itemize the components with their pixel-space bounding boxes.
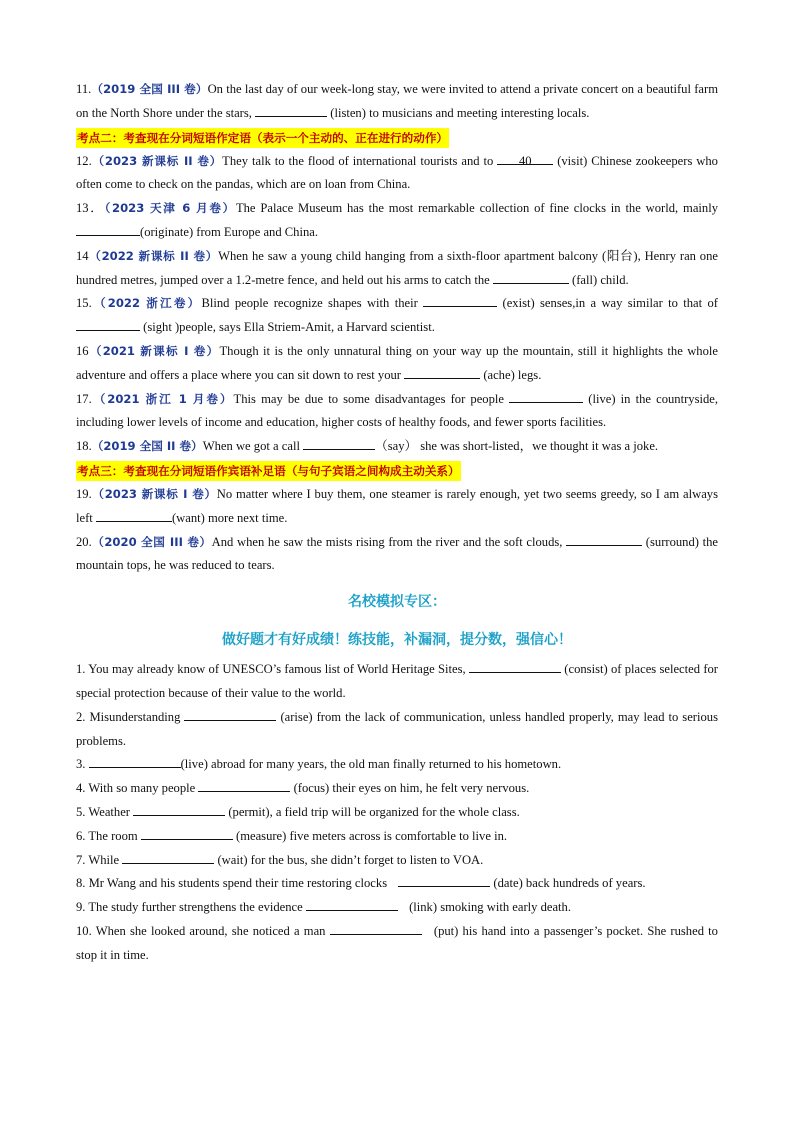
question-hint: (date) back hundreds of years.: [493, 876, 646, 891]
question-hint: (exist) senses,in a way similar to that of: [502, 296, 718, 311]
source-tag: （2021 新课标 I 卷）: [88, 343, 220, 358]
source-tag: （2022 新课标 II 卷）: [88, 248, 219, 263]
question-20: [76, 531, 718, 579]
answer-blank[interactable]: [423, 292, 497, 307]
source-tag: （2023 新课标 I 卷）: [91, 486, 217, 501]
question-text: And when he saw the mists rising from the river and the soft clouds,: [211, 534, 563, 549]
question-number: 20.: [76, 534, 92, 549]
answer-blank[interactable]: [184, 706, 276, 721]
answer-blank[interactable]: [122, 849, 214, 864]
question-hint: (listen) to musicians and meeting interesting locals.: [330, 105, 590, 120]
question-hint: (link) smoking with early death.: [409, 900, 571, 915]
answer-blank[interactable]: [469, 658, 561, 673]
question-hint: (ache) legs.: [483, 367, 542, 382]
answer-blank[interactable]: 40: [497, 150, 553, 165]
answer-blank[interactable]: [89, 753, 181, 768]
question-number: 19.: [76, 486, 92, 501]
question-text: 9. The study further strengthens the evidence: [76, 900, 303, 915]
question-16: [76, 340, 718, 388]
question-text: 8. Mr Wang and his students spend their time restoring clocks: [76, 876, 388, 891]
sim-question-6: [76, 825, 718, 849]
sim-question-10: [76, 920, 718, 968]
question-number: 17.: [76, 391, 92, 406]
question-text: 4. With so many people: [76, 781, 196, 796]
answer-blank[interactable]: [509, 388, 583, 403]
question-hint: (wait) for the bus, she didn’t forget to listen to VOA.: [217, 852, 484, 867]
question-text: 2. Misunderstanding: [76, 709, 181, 724]
question-15: [76, 292, 718, 340]
sim-question-5: [76, 801, 718, 825]
section-title: 名校模拟专区：: [348, 594, 446, 611]
question-number: 12.: [76, 153, 92, 168]
sim-question-3: [76, 753, 718, 777]
question-number: 11.: [76, 82, 92, 96]
question-hint: (live) in the countryside, including lower levels of income and education, higher costs of healthy foods, and fewer sports facilities.: [76, 391, 719, 430]
answer-blank[interactable]: [198, 777, 290, 792]
question-text: 7. While: [76, 852, 120, 867]
question-text: On the last day of our week-long stay, we were invited to attend a private concert on a beautiful farm on the North Shore under the stars,: [76, 82, 718, 120]
section-heading-3: 考点三：考查现在分词短语作宾语补足语（与句子宾语之间构成主动关系）: [76, 461, 461, 481]
sim-question-1: [76, 658, 718, 706]
question-hint: （say） she was short-listed，we thought it was a joke.: [375, 439, 659, 454]
source-tag: （2023 新课标 II 卷）: [91, 153, 223, 168]
sim-question-4: [76, 777, 718, 801]
source-tag: （2021 浙江 1 月卷）: [91, 391, 234, 406]
answer-blank[interactable]: [96, 507, 172, 522]
question-17: [76, 388, 718, 436]
question-text: 1. You may already know of UNESCO’s famous list of World Heritage Sites,: [76, 662, 466, 677]
answer-blank[interactable]: [76, 221, 140, 236]
section-heading-2: 考点二：考查现在分词短语作定语（表示一个主动的、正在进行的动作）: [76, 128, 449, 148]
answer-blank[interactable]: [566, 531, 642, 546]
source-tag: （2019 全国 II 卷）: [91, 439, 203, 454]
question-18: [76, 435, 718, 459]
question-text: The Palace Museum has the most remarkable collection of fine clocks in the world, mainly: [235, 201, 718, 216]
answer-blank[interactable]: [76, 316, 140, 331]
question-14: [76, 245, 718, 293]
sim-question-7: [76, 849, 718, 873]
question-hint: (live) abroad for many years, the old man finally returned to his hometown.: [180, 757, 562, 772]
sim-question-2: [76, 706, 718, 754]
sim-question-9: [76, 896, 718, 920]
question-11: [76, 78, 718, 126]
source-tag: （2019 全国 III 卷）: [91, 82, 208, 96]
answer-blank[interactable]: [141, 825, 233, 840]
source-tag: （2020 全国 III 卷）: [91, 534, 212, 549]
question-text: They talk to the flood of international tourists and to: [222, 153, 494, 168]
question-text: Though it is the only unnatural thing on your way up the mountain, still it highlights the whole adventure and offers a place where you can sit down to rest your: [76, 343, 718, 382]
question-hint: (put) his hand into a passenger’s pocket. She rushed to stop it in time.: [76, 923, 718, 962]
source-tag: （2023 天津 6 月卷）: [104, 201, 236, 216]
question-hint: (arise) from the lack of communication, unless handled properly, may lead to serious problems.: [76, 709, 718, 748]
question-text: No matter where I buy them, one steamer is rarely enough, yet two seems greedy, so I am always left: [76, 486, 718, 525]
question-hint: (focus) their eyes on him, he felt very nervous.: [293, 781, 530, 796]
answer-blank[interactable]: [306, 896, 398, 911]
answer-blank[interactable]: [255, 102, 327, 117]
document-page: [76, 78, 718, 968]
question-hint: (want) more next time.: [171, 510, 288, 525]
question-text: 5. Weather: [76, 804, 131, 819]
question-hint: (originate) from Europe and China.: [140, 224, 319, 239]
sim-question-8: [76, 872, 718, 896]
question-number: 15.: [76, 296, 92, 311]
question-number: 16: [76, 343, 89, 358]
question-hint: (sight )people, says Ella Striem-Amit, a Harvard scientist.: [143, 320, 435, 335]
question-number: 18.: [76, 439, 92, 454]
question-text: 10. When she looked around, she noticed a man: [76, 923, 326, 938]
question-text: Blind people recognize shapes with their: [201, 296, 418, 311]
answer-blank[interactable]: [398, 872, 490, 887]
question-text: When he saw a young child hanging from a sixth-floor apartment balcony (阳台), Henry ran one hundred metres, jumped over a 1.2-metre fence, and held out his arms to catch the: [76, 248, 718, 287]
answer-blank[interactable]: [404, 364, 480, 379]
question-12: [76, 150, 718, 198]
question-hint: (permit), a field trip will be organized for the whole class.: [228, 804, 520, 819]
question-text: 6. The room: [76, 828, 138, 843]
question-hint: (surround) the mountain tops, he was reduced to tears.: [76, 534, 719, 573]
question-13: [76, 197, 718, 245]
answer-blank[interactable]: [303, 435, 375, 450]
question-text: This may be due to some disadvantages for people: [233, 391, 504, 406]
answer-blank[interactable]: [133, 801, 225, 816]
question-hint: (visit) Chinese zookeepers who often come to check on the pandas, which are on loan from China.: [76, 153, 718, 192]
question-hint: (consist) of places selected for special protection because of their value to the world.: [76, 662, 718, 700]
question-number: 14: [76, 248, 89, 263]
source-tag: （2022 浙江卷）: [91, 296, 202, 311]
answer-blank[interactable]: [493, 269, 569, 284]
question-number: 13．: [76, 201, 105, 216]
answer-blank[interactable]: [330, 920, 422, 935]
section-subtitle: 做好题才有好成绩！练技能，补漏洞，提分数，强信心！: [222, 632, 572, 649]
question-text: When we got a call: [202, 439, 300, 454]
question-hint: (fall) child.: [572, 272, 629, 287]
question-text: 3.: [76, 757, 86, 772]
question-hint: (measure) five meters across is comfortable to live in.: [236, 828, 508, 843]
question-19: [76, 483, 718, 531]
